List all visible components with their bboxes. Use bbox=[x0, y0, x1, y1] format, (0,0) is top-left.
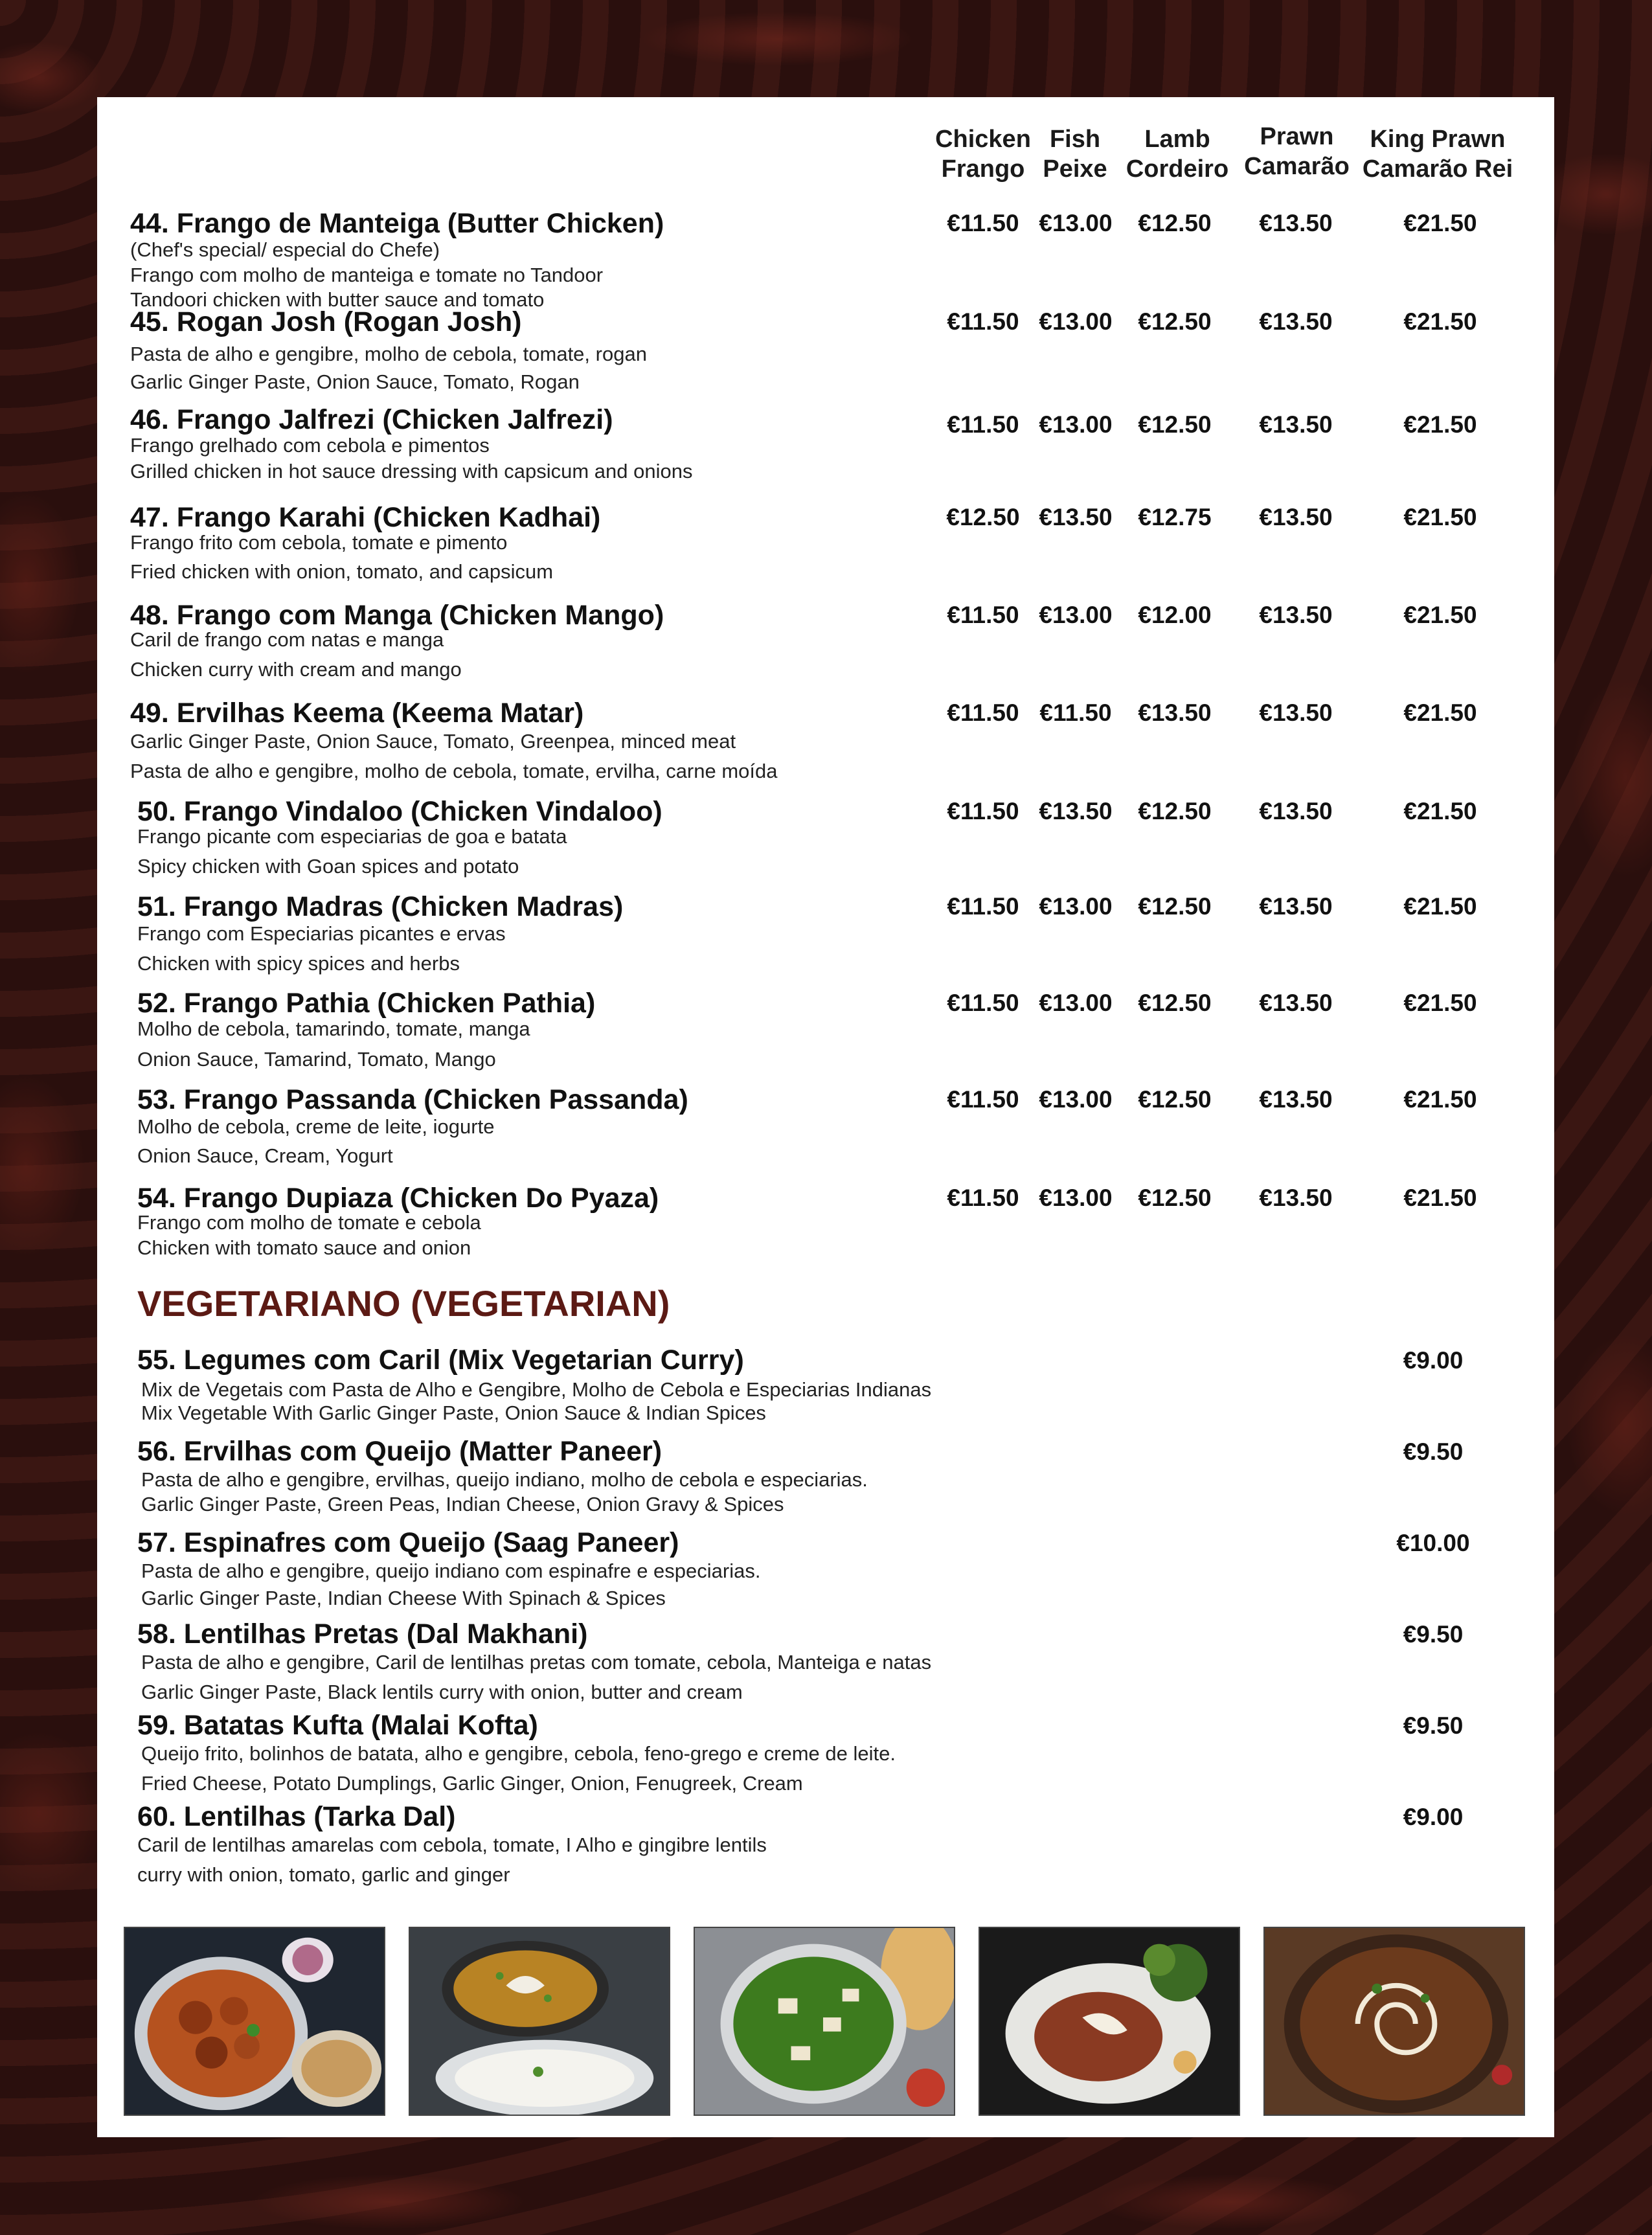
menu-item-price: €13.50 bbox=[1259, 1086, 1333, 1113]
menu-item-price: €12.50 bbox=[1138, 990, 1212, 1016]
menu-item-description: Frango grelhado com cebola e pimentos bbox=[130, 434, 490, 457]
menu-item-price: €12.50 bbox=[1138, 308, 1212, 335]
menu-item-title: 49. Ervilhas Keema (Keema Matar) bbox=[130, 698, 584, 729]
menu-item-description: Fried Cheese, Potato Dumplings, Garlic Ginger, Onion, Fenugreek, Cream bbox=[141, 1772, 803, 1795]
menu-item-price: €13.50 bbox=[1259, 798, 1333, 824]
menu-item-title: 56. Ervilhas com Queijo (Matter Paneer) bbox=[137, 1436, 662, 1467]
menu-item-description: Onion Sauce, Tamarind, Tomato, Mango bbox=[137, 1048, 496, 1071]
menu-item-price: €13.00 bbox=[1039, 602, 1113, 628]
column-header-en: King Prawn bbox=[1370, 126, 1506, 153]
saag-paneer-photo bbox=[694, 1927, 955, 2116]
menu-item-description: Onion Sauce, Cream, Yogurt bbox=[137, 1144, 393, 1167]
menu-item-description: Pasta de alho e gengibre, molho de cebola, tomate, rogan bbox=[130, 343, 647, 365]
menu-item-title: 48. Frango com Manga (Chicken Mango) bbox=[130, 600, 664, 631]
menu-item-price: €12.50 bbox=[946, 504, 1020, 530]
menu-item-price: €13.50 bbox=[1259, 699, 1333, 726]
menu-item-price: €13.00 bbox=[1039, 308, 1113, 335]
menu-item-description: Grilled chicken in hot sauce dressing with capsicum and onions bbox=[130, 460, 693, 482]
menu-item-description: Frango frito com cebola, tomate e pimento bbox=[130, 531, 508, 554]
menu-item-price: €13.00 bbox=[1039, 893, 1113, 920]
menu-item-description: Pasta de alho e gengibre, queijo indiano com espinafre e especiarias. bbox=[141, 1560, 761, 1582]
menu-item-title: 44. Frango de Manteiga (Butter Chicken) bbox=[130, 208, 664, 239]
menu-item-price: €21.50 bbox=[1403, 602, 1477, 628]
menu-item-description: Frango com Especiarias picantes e ervas bbox=[137, 922, 506, 945]
menu-item-price: €21.50 bbox=[1403, 411, 1477, 438]
menu-item-title: 52. Frango Pathia (Chicken Pathia) bbox=[137, 988, 596, 1019]
menu-item-title: 59. Batatas Kufta (Malai Kofta) bbox=[137, 1710, 538, 1741]
menu-item-price: €13.00 bbox=[1039, 210, 1113, 236]
menu-item-price: €13.50 bbox=[1259, 504, 1333, 530]
menu-item-price: €12.50 bbox=[1138, 210, 1212, 236]
menu-item-title: 58. Lentilhas Pretas (Dal Makhani) bbox=[137, 1618, 588, 1650]
column-header-en: Chicken bbox=[935, 126, 1031, 153]
menu-item-price: €13.50 bbox=[1039, 798, 1113, 824]
menu-item-price: €9.00 bbox=[1403, 1804, 1464, 1830]
menu-item-title: 57. Espinafres com Queijo (Saag Paneer) bbox=[137, 1527, 679, 1558]
column-header-pt: Camarão bbox=[1244, 153, 1350, 180]
chicken-curry-photo bbox=[124, 1927, 385, 2116]
menu-item-description: Molho de cebola, tamarindo, tomate, manga bbox=[137, 1017, 530, 1040]
menu-item-price: €21.50 bbox=[1403, 308, 1477, 335]
menu-item-price: €11.50 bbox=[947, 1185, 1019, 1211]
column-header-pt: Peixe bbox=[1043, 155, 1107, 183]
menu-item-price: €11.50 bbox=[947, 893, 1019, 920]
column-header-king-prawn bbox=[1357, 124, 1519, 184]
menu-page bbox=[97, 97, 1554, 2137]
menu-item-title: 54. Frango Dupiaza (Chicken Do Pyaza) bbox=[137, 1183, 659, 1214]
menu-item-price: €13.50 bbox=[1039, 504, 1113, 530]
menu-item-price: €13.50 bbox=[1259, 210, 1333, 236]
column-header-lamb bbox=[1119, 124, 1236, 184]
menu-item-price: €12.00 bbox=[1138, 602, 1212, 628]
menu-item-description: Fried chicken with onion, tomato, and capsicum bbox=[130, 560, 554, 583]
menu-item-description: Garlic Ginger Paste, Green Peas, Indian Cheese, Onion Gravy & Spices bbox=[141, 1493, 784, 1515]
menu-item-price: €12.50 bbox=[1138, 893, 1212, 920]
menu-item-price: €13.50 bbox=[1259, 308, 1333, 335]
menu-item-description: Mix de Vegetais com Pasta de Alho e Gengibre, Molho de Cebola e Especiarias Indianas bbox=[141, 1378, 932, 1401]
menu-item-title: 51. Frango Madras (Chicken Madras) bbox=[137, 891, 624, 922]
menu-item-title: 46. Frango Jalfrezi (Chicken Jalfrezi) bbox=[130, 404, 613, 435]
menu-item-title: 53. Frango Passanda (Chicken Passanda) bbox=[137, 1084, 688, 1115]
menu-item-description: Chicken curry with cream and mango bbox=[130, 658, 462, 681]
menu-item-description: Caril de lentilhas amarelas com cebola, tomate, I Alho e gingibre lentils bbox=[137, 1833, 767, 1856]
menu-item-price: €11.50 bbox=[947, 308, 1019, 335]
menu-item-price: €12.50 bbox=[1138, 1086, 1212, 1113]
menu-item-description: Garlic Ginger Paste, Onion Sauce, Tomato, Rogan bbox=[130, 370, 580, 393]
menu-item-description: Garlic Ginger Paste, Indian Cheese With Spinach & Spices bbox=[141, 1587, 666, 1609]
menu-item-price: €11.50 bbox=[947, 990, 1019, 1016]
column-header-pt: Cordeiro bbox=[1126, 155, 1229, 183]
menu-item-description: Pasta de alho e gengibre, ervilhas, queijo indiano, molho de cebola e especiarias. bbox=[141, 1468, 868, 1491]
menu-item-title: 45. Rogan Josh (Rogan Josh) bbox=[130, 306, 522, 337]
menu-item-price: €12.50 bbox=[1138, 1185, 1212, 1211]
menu-item-price: €11.50 bbox=[1039, 699, 1112, 726]
menu-item-price: €11.50 bbox=[947, 602, 1019, 628]
dal-makhani-photo bbox=[1263, 1927, 1525, 2116]
menu-item-price: €13.50 bbox=[1259, 411, 1333, 438]
menu-item-price: €13.00 bbox=[1039, 990, 1113, 1016]
menu-item-price: €13.50 bbox=[1259, 602, 1333, 628]
menu-item-description: Caril de frango com natas e manga bbox=[130, 628, 444, 651]
menu-item-description: Frango com molho de tomate e cebola bbox=[137, 1211, 481, 1234]
menu-item-title: 50. Frango Vindaloo (Chicken Vindaloo) bbox=[137, 796, 662, 827]
menu-item-description: Garlic Ginger Paste, Black lentils curry with onion, butter and cream bbox=[141, 1681, 743, 1703]
column-header-fish bbox=[1035, 124, 1115, 184]
menu-item-price: €13.00 bbox=[1039, 1185, 1113, 1211]
menu-item-price: €13.00 bbox=[1039, 411, 1113, 438]
menu-item-price: €21.50 bbox=[1403, 798, 1477, 824]
column-header-en: Prawn bbox=[1260, 123, 1334, 150]
menu-item-price: €13.50 bbox=[1259, 990, 1333, 1016]
column-header-chicken bbox=[928, 124, 1038, 184]
menu-item-description: Spicy chicken with Goan spices and potato bbox=[137, 855, 519, 878]
menu-item-price: €13.50 bbox=[1259, 893, 1333, 920]
column-header-prawn bbox=[1237, 122, 1357, 181]
menu-item-price: €13.00 bbox=[1039, 1086, 1113, 1113]
menu-item-description: Pasta de alho e gengibre, molho de cebola, tomate, ervilha, carne moída bbox=[130, 760, 778, 782]
column-header-pt: Frango bbox=[941, 155, 1025, 183]
menu-item-description: Frango com molho de manteiga e tomate no Tandoor bbox=[130, 264, 604, 286]
menu-item-description: Tandoori chicken with butter sauce and tomato bbox=[130, 288, 545, 311]
column-header-pt: Camarão Rei bbox=[1362, 155, 1513, 183]
menu-item-price: €13.50 bbox=[1138, 699, 1212, 726]
menu-item-price: €11.50 bbox=[947, 411, 1019, 438]
section-heading-vegetarian: VEGETARIANO (VEGETARIAN) bbox=[137, 1283, 670, 1324]
menu-item-price: €12.50 bbox=[1138, 411, 1212, 438]
menu-item-title: 47. Frango Karahi (Chicken Kadhai) bbox=[130, 502, 601, 533]
menu-item-price: €21.50 bbox=[1403, 504, 1477, 530]
menu-item-price: €21.50 bbox=[1403, 699, 1477, 726]
menu-item-price: €12.50 bbox=[1138, 798, 1212, 824]
menu-item-price: €12.75 bbox=[1138, 504, 1212, 530]
menu-item-description: Molho de cebola, creme de leite, iogurte bbox=[137, 1115, 495, 1138]
menu-item-price: €21.50 bbox=[1403, 1086, 1477, 1113]
menu-item-description: Frango picante com especiarias de goa e batata bbox=[137, 825, 567, 848]
menu-item-title: 55. Legumes com Caril (Mix Vegetarian Curry) bbox=[137, 1344, 744, 1376]
menu-item-price: €21.50 bbox=[1403, 893, 1477, 920]
menu-item-price: €9.50 bbox=[1403, 1621, 1464, 1648]
menu-item-description: Chicken with tomato sauce and onion bbox=[137, 1236, 471, 1259]
menu-item-description: curry with onion, tomato, garlic and ginger bbox=[137, 1863, 510, 1886]
menu-item-price: €21.50 bbox=[1403, 990, 1477, 1016]
menu-item-price: €11.50 bbox=[947, 210, 1019, 236]
menu-item-price: €11.50 bbox=[947, 798, 1019, 824]
menu-item-description: Queijo frito, bolinhos de batata, alho e gengibre, cebola, feno-grego e creme de leite. bbox=[141, 1742, 896, 1765]
menu-item-title: 60. Lentilhas (Tarka Dal) bbox=[137, 1801, 456, 1832]
menu-item-price: €9.50 bbox=[1403, 1438, 1464, 1465]
menu-item-price: €21.50 bbox=[1403, 1185, 1477, 1211]
menu-item-description: (Chef's special/ especial do Chefe) bbox=[130, 238, 440, 261]
column-header-en: Fish bbox=[1049, 126, 1101, 153]
menu-item-price: €13.50 bbox=[1259, 1185, 1333, 1211]
menu-item-price: €11.50 bbox=[947, 1086, 1019, 1113]
grilled-meat-photo bbox=[979, 1927, 1240, 2116]
menu-item-description: Chicken with spicy spices and herbs bbox=[137, 952, 460, 975]
lentil-curry-rice-photo bbox=[409, 1927, 670, 2116]
menu-item-description: Garlic Ginger Paste, Onion Sauce, Tomato, Greenpea, minced meat bbox=[130, 730, 736, 753]
column-header-en: Lamb bbox=[1144, 126, 1210, 153]
menu-item-price: €10.00 bbox=[1396, 1530, 1470, 1556]
menu-item-description: Mix Vegetable With Garlic Ginger Paste, Onion Sauce & Indian Spices bbox=[141, 1401, 766, 1424]
menu-item-price: €9.50 bbox=[1403, 1712, 1464, 1739]
menu-item-price: €11.50 bbox=[947, 699, 1019, 726]
menu-item-price: €21.50 bbox=[1403, 210, 1477, 236]
menu-item-price: €9.00 bbox=[1403, 1347, 1464, 1374]
menu-item-description: Pasta de alho e gengibre, Caril de lentilhas pretas com tomate, cebola, Manteiga e natas bbox=[141, 1651, 932, 1673]
